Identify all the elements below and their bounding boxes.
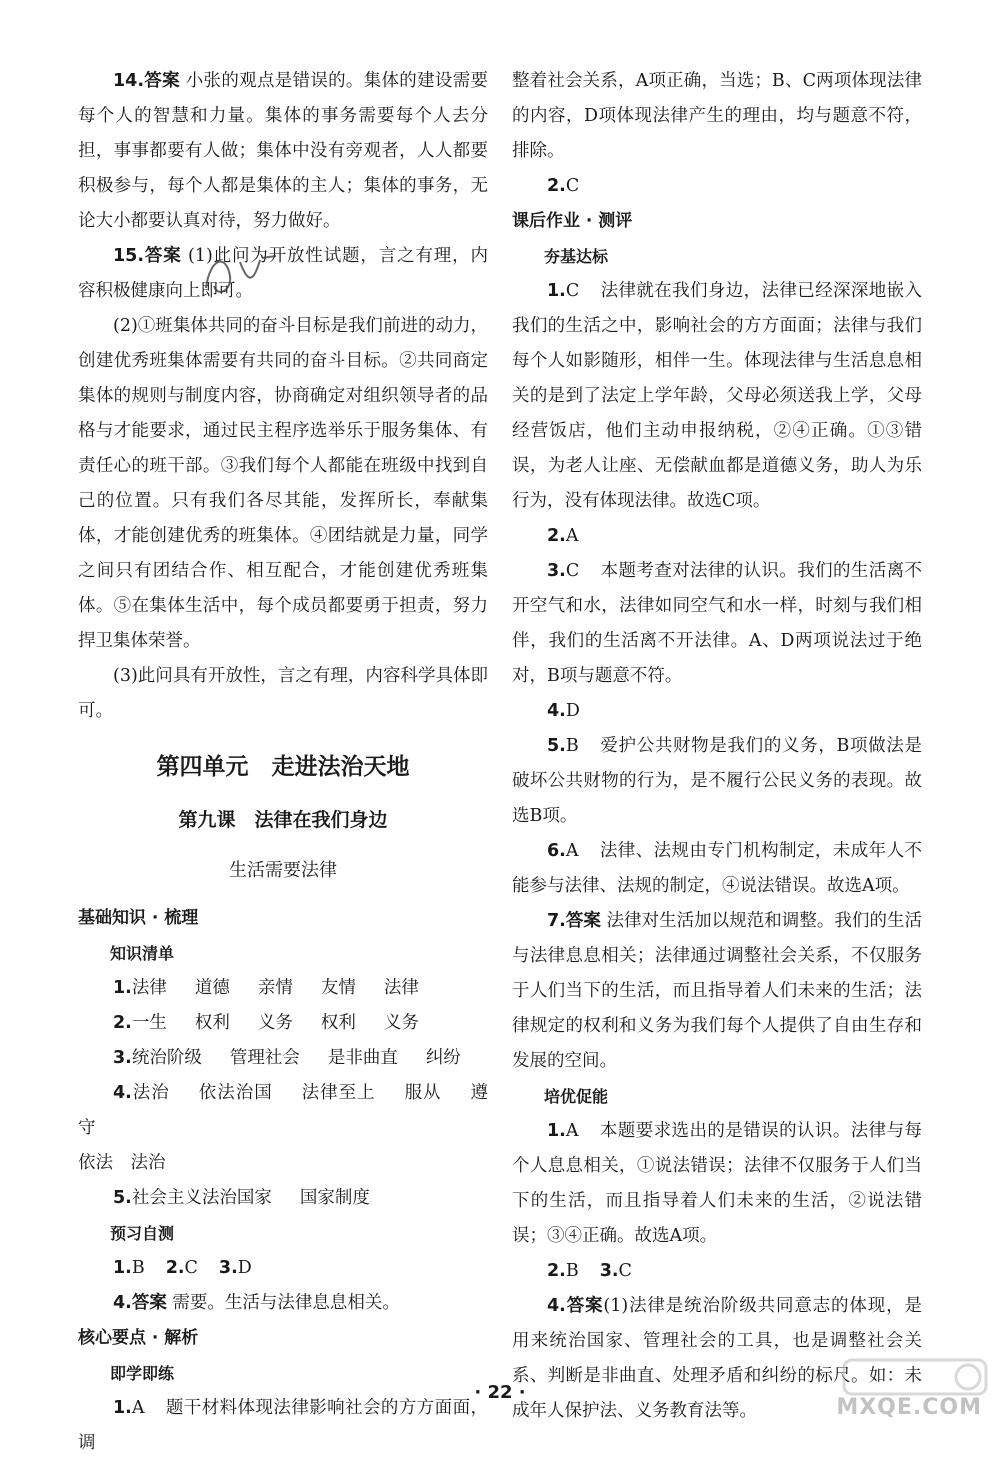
topic-title: 生活需要法律 bbox=[229, 860, 337, 881]
subheading-foundation: 夯基达标 bbox=[544, 247, 609, 266]
answer-14: 14.答案 小张的观点是错误的。集体的建设需要每个人的智慧和力量。集体的事务需要每个人去分担，事事都要有人做；集体中没有旁观者，人人都要积极参与，每个人都是集体的主人；集体的事务，无论大小都要认真对待，努力做好。 bbox=[78, 71, 488, 231]
homework-answer-7: 7.答案 法律对生活加以规范和调整。我们的生活与法律息息相关；法律通过调整社会关系，不仅服务于人们当下的生活，而且指导着人们未来的生活；法律规定的权利和义务为我们每个人提供了自由生存和发展的空间。 bbox=[512, 911, 922, 1071]
knowledge-item-2: 2.一生 权利 义务 权利 义务 bbox=[113, 1013, 419, 1033]
section-heading-core: 核心要点 · 解析 bbox=[78, 1328, 199, 1348]
answer-15-part2: (2)①班集体共同的奋斗目标是我们前进的动力，创建优秀班集体需要有共同的奋斗目标。②共同商定集体的规则与制度内容，协商确定对组织领导者的品格与才能要求，通过民主程序选举乐于服务集体、有责任心的班干部。③我们每个人都能在班级中找到自己的位置。只有我们各尽其能，发挥所长，奉献集体，才能创建优秀的班集体。④团结就是力量，同学之间只有团结合作、相互配合，才能创建优秀班集体。⑤在集体生活中，每个成员都要勇于担责，努力捍卫集体荣誉。 bbox=[78, 316, 488, 651]
lesson-title: 第九课 法律在我们身边 bbox=[178, 809, 388, 831]
homework-answer-4: 4.D bbox=[547, 701, 580, 721]
subheading-advanced: 培优促能 bbox=[544, 1087, 609, 1106]
knowledge-item-1: 1.法律 道德 亲情 友情 法律 bbox=[113, 978, 419, 998]
preview-answers-1-3: 1.B 2.C 3.D bbox=[113, 1258, 252, 1278]
section-heading-homework: 课后作业 · 测评 bbox=[512, 211, 633, 231]
preview-answer-4: 4.答案 需要。生活与法律息息相关。 bbox=[113, 1293, 400, 1313]
answer-15: 15.答案 (1)此问为开放性试题，言之有理，内容积极健康向上即可。 bbox=[78, 246, 488, 301]
section-heading-basic: 基础知识 · 梳理 bbox=[78, 908, 199, 928]
unit-title: 第四单元 走进法治天地 bbox=[156, 754, 410, 780]
advanced-answers-2-3: 2.B 3.C bbox=[547, 1261, 632, 1281]
homework-answer-2: 2.A bbox=[547, 526, 579, 546]
homework-answer-6: 6.A 法律、法规由专门机构制定，未成年人不能参与法律、法规的制定，④说法错误。故选A项。 bbox=[512, 841, 922, 896]
subheading-practice: 即学即练 bbox=[110, 1364, 175, 1383]
advanced-answer-1: 1.A 本题要求选出的是错误的认识。法律与每个人息息相关，①说法错误；法律不仅服务于人们当下的生活，而且指导着人们未来的生活，②说法错误；③④正确。故选A项。 bbox=[512, 1121, 922, 1246]
handwritten-stamp-mark bbox=[196, 248, 286, 308]
knowledge-item-4-cont: 依法 法治 bbox=[78, 1153, 166, 1173]
subheading-preview-test: 预习自测 bbox=[110, 1224, 175, 1243]
right-column bbox=[512, 64, 922, 1429]
knowledge-item-4: 4.法治 依法治国 法律至上 服从 遵守 bbox=[78, 1083, 489, 1138]
subheading-knowledge-list: 知识清单 bbox=[110, 944, 175, 963]
advanced-answer-4: 4.答案(1)法律是统治阶级共同意志的体现，是用来统治国家、管理社会的工具，也是调整社会关系、判断是非曲直、处理矛盾和纠纷的标尺。如：未成年人保护法、义务教育法等。 bbox=[512, 1296, 922, 1421]
page-number: · 22 · bbox=[474, 1382, 526, 1403]
watermark-text: MXQE.COM bbox=[836, 1395, 982, 1420]
homework-answer-5: 5.B 爱护公共财物是我们的义务，B项做法是破坏公共财物的行为，是不履行公民义务的表现。故选B项。 bbox=[512, 736, 922, 826]
practice-answer-2: 2.C bbox=[547, 176, 580, 196]
homework-answer-3: 3.C 本题考查对法律的认识。我们的生活离不开空气和水，法律如同空气和水一样，时刻与我们相伴，我们的生活离不开法律。A、D两项说法过于绝对，B项与题意不符。 bbox=[512, 561, 922, 686]
practice-answer-1-cont: 整着社会关系，A项正确，当选；B、C两项体现法律的内容，D项体现法律产生的理由，均与题意不符，排除。 bbox=[512, 71, 922, 161]
practice-answer-1: 1.A 题干材料体现法律影响社会的方方面面，调 bbox=[78, 1398, 488, 1453]
homework-answer-1: 1.C 法律就在我们身边，法律已经深深地嵌入我们的生活之中，影响社会的方方面面；法律与我们每个人如影随形，相伴一生。体现法律与生活息息相关的是到了法定上学年龄，父母必须送我上学，父母经营饭店，他们主动申报纳税，②④正确。①③错误，为老人让座、无偿献血都是道德义务，助人为乐行为，没有体现法律。故选C项。 bbox=[512, 281, 922, 511]
answer-15-part3: (3)此问具有开放性，言之有理，内容科学具体即可。 bbox=[78, 666, 488, 721]
knowledge-item-5: 5.社会主义法治国家 国家制度 bbox=[113, 1188, 370, 1208]
knowledge-item-3: 3.统治阶级 管理社会 是非曲直 纠纷 bbox=[113, 1048, 461, 1068]
